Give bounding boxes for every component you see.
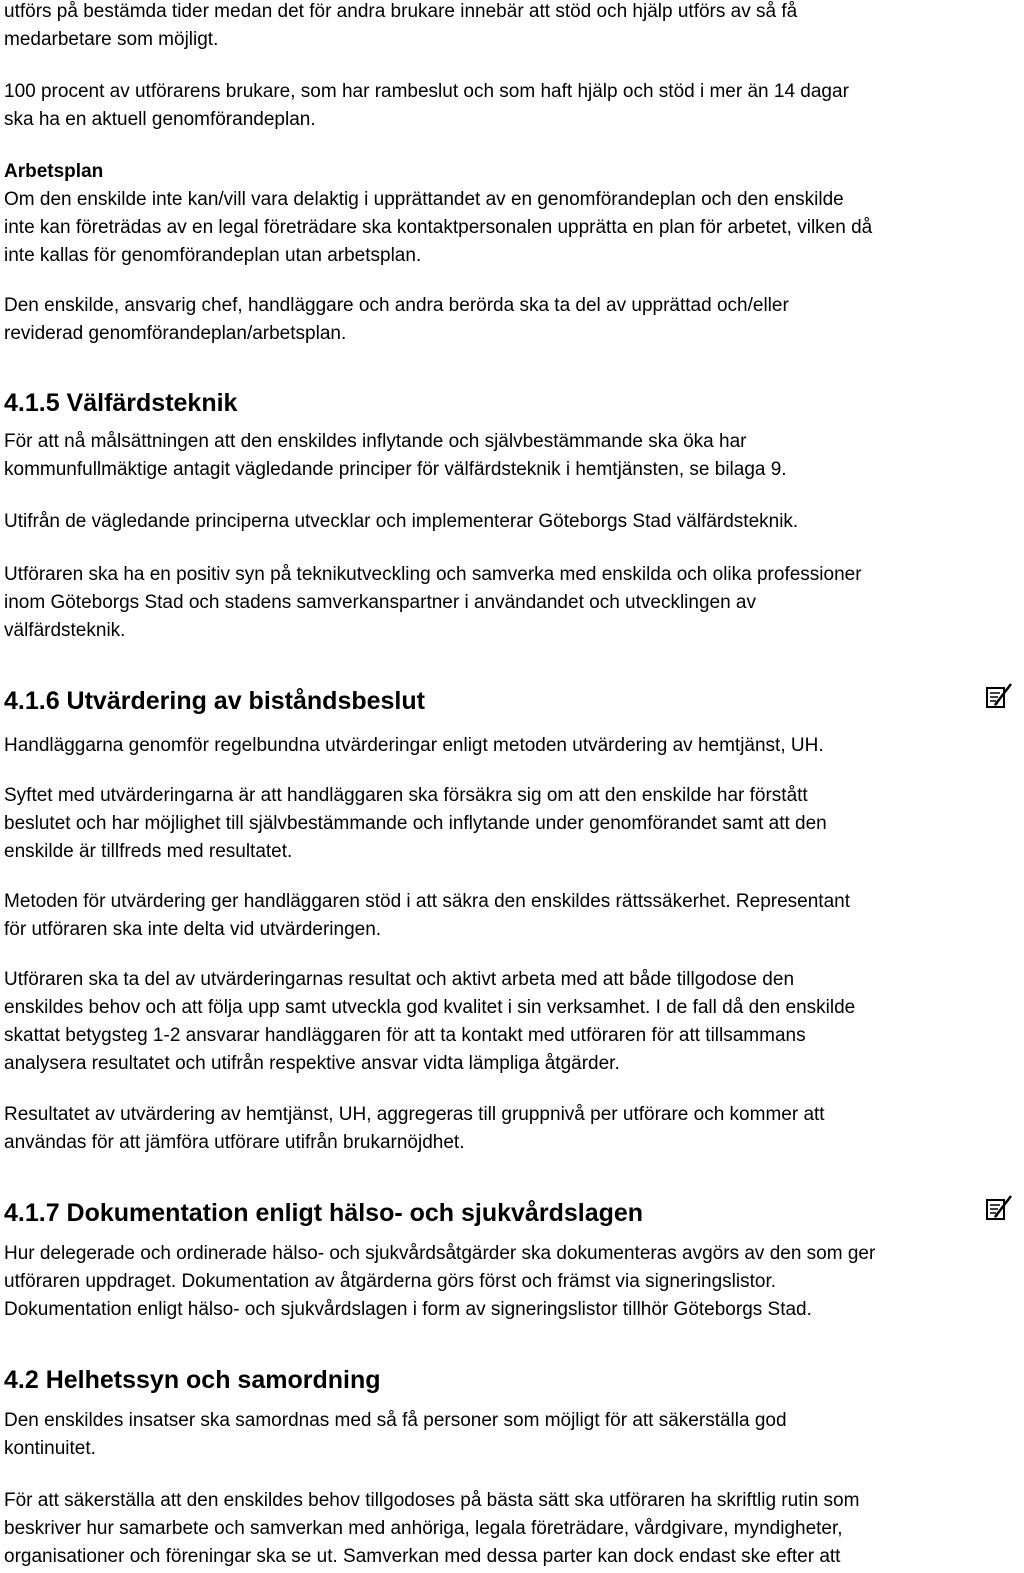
subheading-arbetsplan: Arbetsplan	[4, 161, 104, 182]
body-line: inom Göteborgs Stad och stadens samverkanspartner i användandet och utvecklingen av	[4, 592, 757, 613]
body-line: Dokumentation enligt hälso- och sjukvårdslagen i form av signeringslistor tillhör Göteborgs Stad.	[4, 1299, 812, 1320]
body-line: Den enskildes insatser ska samordnas med så få personer som möjligt för att säkerställa god	[4, 1410, 787, 1431]
body-line: Utföraren ska ha en positiv syn på teknikutveckling och samverka med enskilda och olika professioner	[4, 564, 862, 585]
body-line: kontinuitet.	[4, 1438, 96, 1459]
body-line: välfärdsteknik.	[4, 620, 126, 641]
body-line: beskriver hur samarbete och samverkan med anhöriga, legala företrädare, vårdgivare, myndigheter,	[4, 1518, 843, 1539]
section-heading-4-1-5: 4.1.5 Välfärdsteknik	[4, 389, 238, 417]
body-line: För att nå målsättningen att den enskildes inflytande och självbestämmande ska öka har	[4, 431, 747, 452]
body-line: Syftet med utvärderingarna är att handläggaren ska försäkra sig om att den enskilde har förstått	[4, 785, 808, 806]
body-line: reviderad genomförandeplan/arbetsplan.	[4, 323, 347, 344]
body-line: inte kallas för genomförandeplan utan arbetsplan.	[4, 245, 422, 266]
body-line: Metoden för utvärdering ger handläggaren stöd i att säkra den enskildes rättssäkerhet. Representant	[4, 891, 851, 912]
body-line: för utföraren ska inte delta vid utvärderingen.	[4, 919, 382, 940]
body-line: För att säkerställa att den enskildes behov tillgodoses på bästa sätt ska utföraren ha skriftlig rutin som	[4, 1490, 860, 1511]
note-edit-icon[interactable]	[984, 1194, 1014, 1224]
body-line: kommunfullmäktige antagit vägledande principer för välfärdsteknik i hemtjänsten, se bilaga 9.	[4, 459, 787, 480]
body-line: 100 procent av utförarens brukare, som har rambeslut och som haft hjälp och stöd i mer än 14 dagar	[4, 81, 849, 102]
body-line: utförs på bestämda tider medan det för andra brukare innebär att stöd och hjälp utförs av så få	[4, 1, 798, 22]
body-line: Utifrån de vägledande principerna utvecklar och implementerar Göteborgs Stad välfärdsteknik.	[4, 511, 799, 532]
body-line: Den enskilde, ansvarig chef, handläggare och andra berörda ska ta del av upprättad och/eller	[4, 295, 789, 316]
body-line: enskildes behov och att följa upp samt utveckla god kvalitet i sin verksamhet. I de fall då den enskilde	[4, 997, 856, 1018]
body-line: organisationer och föreningar ska se ut. Samverkan med dessa parter kan dock endast ske efter att	[4, 1546, 841, 1567]
body-line: beslutet och har möjlighet till självbestämmande och inflytande under genomförandet samt att den	[4, 813, 827, 834]
section-heading-4-1-7: 4.1.7 Dokumentation enligt hälso- och sjukvårdslagen	[4, 1199, 644, 1227]
body-line: analysera resultatet och utifrån respektive ansvar vidta lämpliga åtgärder.	[4, 1053, 620, 1074]
body-line: Hur delegerade och ordinerade hälso- och sjukvårdsåtgärder ska dokumenteras avgörs av den som ger	[4, 1243, 876, 1264]
body-line: utföraren uppdraget. Dokumentation av åtgärderna görs först och främst via signeringslistor.	[4, 1271, 777, 1292]
body-line: Utföraren ska ta del av utvärderingarnas resultat och aktivt arbeta med att både tillgodose den	[4, 969, 795, 990]
body-line: enskilde är tillfreds med resultatet.	[4, 841, 293, 862]
body-line: ska ha en aktuell genomförandeplan.	[4, 109, 316, 130]
body-line: medarbetare som möjligt.	[4, 29, 219, 50]
section-heading-4-1-6: 4.1.6 Utvärdering av biståndsbeslut	[4, 687, 425, 715]
body-line: Om den enskilde inte kan/vill vara delaktig i upprättandet av en genomförandeplan och den enskilde	[4, 189, 844, 210]
body-line: Resultatet av utvärdering av hemtjänst, UH, aggregeras till gruppnivå per utförare och kommer att	[4, 1104, 825, 1125]
section-heading-4-2: 4.2 Helhetssyn och samordning	[4, 1366, 381, 1394]
body-line: skattat betygsteg 1-2 ansvarar handläggaren för att ta kontakt med utföraren för att tillsammans	[4, 1025, 806, 1046]
body-line: användas för att jämföra utförare utifrån brukarnöjdhet.	[4, 1132, 465, 1153]
body-line: inte kan företrädas av en legal företrädare ska kontaktpersonalen upprätta en plan för arbetet, vilken då	[4, 217, 873, 238]
note-edit-icon[interactable]	[984, 682, 1014, 712]
body-line: Handläggarna genomför regelbundna utvärderingar enligt metoden utvärdering av hemtjänst, UH.	[4, 735, 824, 756]
